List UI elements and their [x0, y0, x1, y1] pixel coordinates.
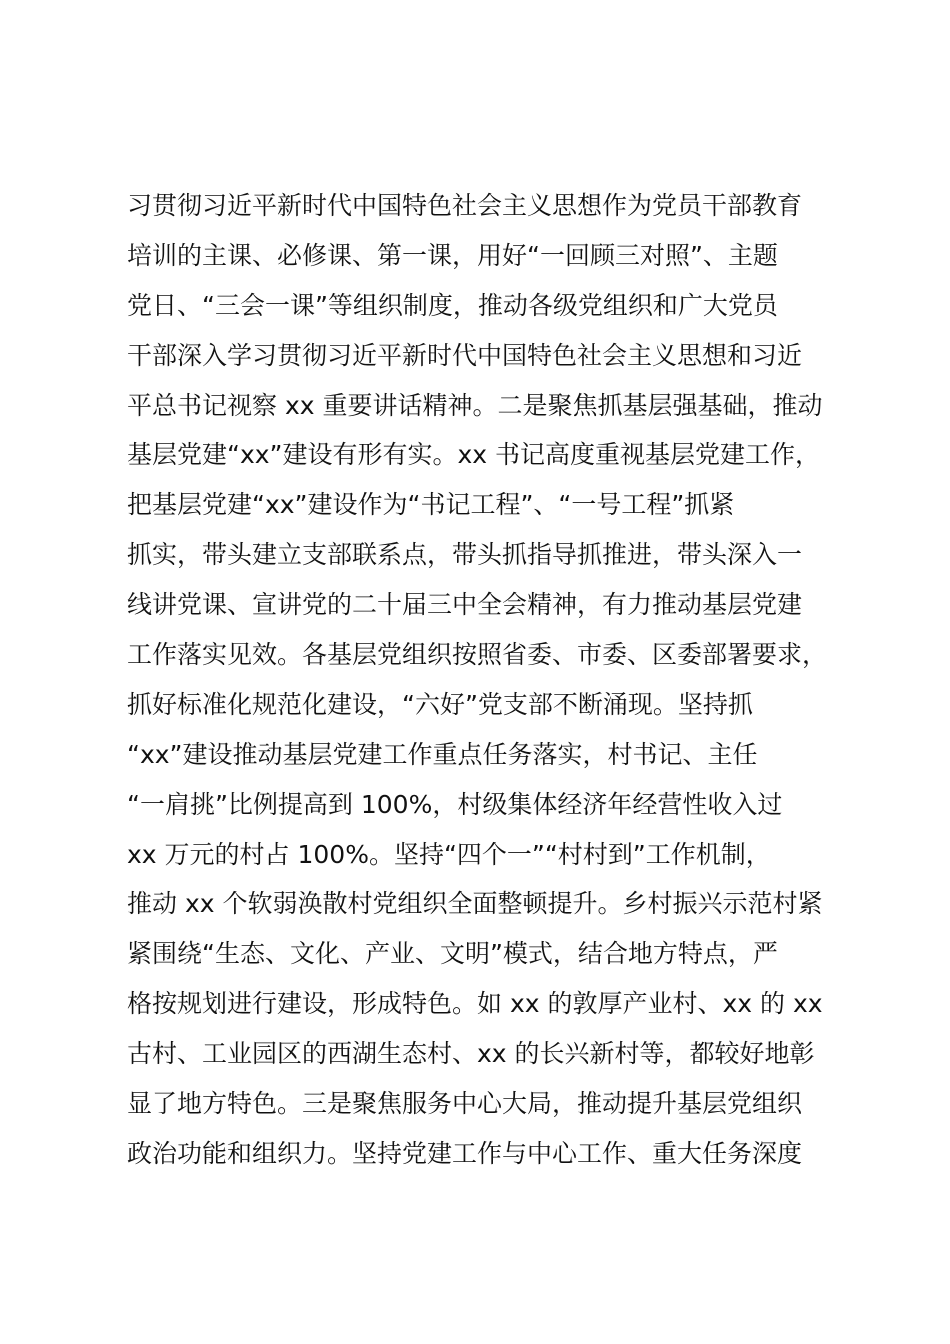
text-line: 干部深入学习贯彻习近平新时代中国特色社会主义思想和习近 [127, 340, 803, 370]
text-line: “xx”建设推动基层党建工作重点任务落实，村书记、主任 [127, 739, 758, 769]
text-line: 工作落实见效。各基层党组织按照省委、市委、区委部署要求， [127, 640, 828, 670]
text-line: 培训的主课、必修课、第一课，用好“一回顾三对照”、主题 [127, 240, 778, 270]
body-text [127, 181, 847, 1179]
text-line: “一肩挑”比例提高到 100%，村级集体经济年经营性收入过 [127, 789, 783, 819]
text-line: 古村、工业园区的西湖生态村、xx 的长兴新村等，都较好地彰 [127, 1039, 815, 1069]
text-line: 紧围绕“生态、文化、产业、文明”模式，结合地方特点，严 [127, 939, 778, 969]
text-line: 推动 xx 个软弱涣散村党组织全面整顿提升。乡村振兴示范村紧 [127, 889, 823, 919]
text-line: 抓实，带头建立支部联系点，带头抓指导抓推进，带头深入一 [127, 540, 803, 570]
text-line: 政治功能和组织力。坚持党建工作与中心工作、重大任务深度 [127, 1138, 803, 1168]
text-line: 把基层党建“xx”建设作为“书记工程”、“一号工程”抓紧 [127, 490, 735, 520]
text-line: xx 万元的村占 100%。坚持“四个一”“村村到”工作机制， [127, 839, 771, 869]
text-line: 抓好标准化规范化建设，“六好”党支部不断涌现。坚持抓 [127, 689, 753, 719]
text-line: 习贯彻习近平新时代中国特色社会主义思想作为党员干部教育 [127, 191, 803, 220]
text-line: 显了地方特色。三是聚焦服务中心大局，推动提升基层党组织 [127, 1089, 803, 1119]
text-line: 基层党建“xx”建设有形有实。xx 书记高度重视基层党建工作， [127, 440, 821, 470]
text-line: 党日、“三会一课”等组织制度，推动各级党组织和广大党员 [127, 290, 778, 320]
text-line: 平总书记视察 xx 重要讲话精神。二是聚焦抓基层强基础，推动 [127, 390, 823, 420]
text-line: 线讲党课、宣讲党的二十届三中全会精神，有力推动基层党建 [127, 590, 803, 620]
text-line: 格按规划进行建设，形成特色。如 xx 的敦厚产业村、xx 的 xx [127, 989, 823, 1019]
